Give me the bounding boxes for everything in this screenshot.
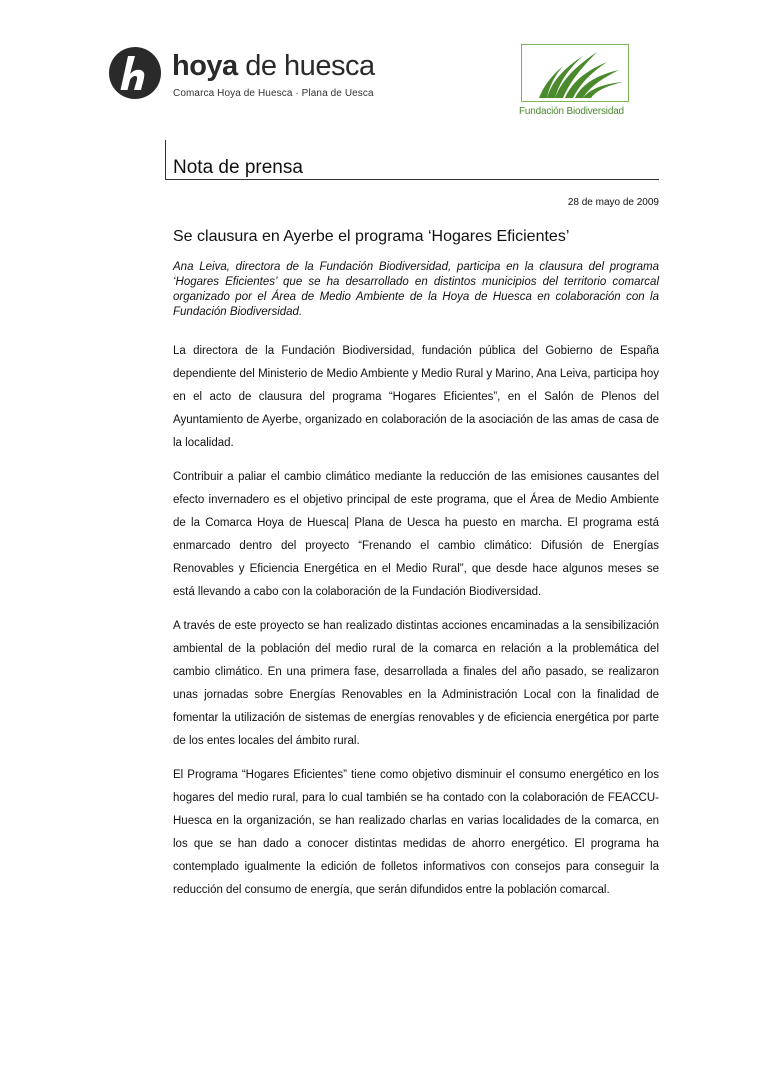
grass-emblem-icon [521, 44, 629, 102]
hoya-logo-mark-icon [108, 46, 162, 100]
fundacion-biodiversidad-logo [519, 44, 635, 122]
hoya-logo-wordmark [172, 50, 375, 82]
body-paragraph-1: La directora de la Fundación Biodiversidad, fundación pública del Gobierno de España dependiente del Ministerio de Medio Ambiente y Medio Rural y Marino, Ana Leiva, participa hoy en el acto de clausura del programa “Hogares Eficientes”, en el Salón de Plenos del Ayuntamiento de Ayerbe, organizado en colaboración de la asociación de las amas de casa de la localidad. [173, 345, 659, 449]
section-label: Nota de prensa [173, 157, 303, 178]
heading-horizontal-rule [165, 179, 659, 180]
body-paragraph-2: Contribuir a paliar el cambio climático mediante la reducción de las emisiones causantes del efecto invernadero es el objetivo principal de este programa, que el Área de Medio Ambiente de la Comarca Hoya de Huesca| Plana de Uesca ha puesto en marcha. El programa está enmarcado dentro del proyecto “Frenando el cambio climático: Difusión de Energías Renovables y Eficiencia Energética en el Medio Rural”, que desde hace algunos meses se está llevando a cabo con la colaboración de la Fundación Biodiversidad. [173, 471, 659, 598]
body-paragraph-4: El Programa “Hogares Eficientes” tiene como objetivo disminuir el consumo energético en los hogares del medio rural, para lo cual también se ha contado con la colaboración de FEACCU-Huesca en la organización, se han realizado charlas en varias localidades de la comarca, en los que se han dado a conocer distintas medidas de ahorro energético. El programa ha contemplado igualmente la edición de folletos informativos con consejos para conseguir la reducción del consumo de energía, que serán difundidos entre la población comarcal. [173, 769, 659, 896]
body-paragraph-3: A través de este proyecto se han realizado distintas acciones encaminadas a la sensibilización ambiental de la población del medio rural de la comarca en relación a la problemática del cambio climático. En una primera fase, desarrollada a finales del año pasado, se realizaron unas jornadas sobre Energías Renovables en la Administración Local con la finalidad de fomentar la utilización de sistemas de energías renovables y de eficiencia energética por parte de los entes locales del ámbito rural. [173, 620, 659, 747]
fundacion-logo-caption: Fundación Biodiversidad [519, 106, 624, 117]
heading-vertical-rule [165, 140, 166, 180]
press-date: 28 de mayo de 2009 [567, 197, 659, 208]
press-body [173, 340, 659, 913]
hoya-logo-word-regular: de huesca [237, 50, 375, 82]
hoya-logo-word-bold: hoya [172, 50, 238, 82]
press-lead-paragraph: Ana Leiva, directora de la Fundación Biodiversidad, participa en la clausura del programa ‘Hogares Eficientes’ que se ha desarrollado en distintos municipios del territorio comarcal organizado por el Área de Medio Ambiente de la Hoya de Huesca en colaboración con la Fundación Biodiversidad. [173, 261, 659, 318]
hoya-de-huesca-logo [108, 44, 398, 108]
press-headline: Se clausura en Ayerbe el programa ‘Hogares Eficientes’ [173, 228, 570, 245]
hoya-logo-subline: Comarca Hoya de Huesca · Plana de Uesca [173, 88, 374, 99]
